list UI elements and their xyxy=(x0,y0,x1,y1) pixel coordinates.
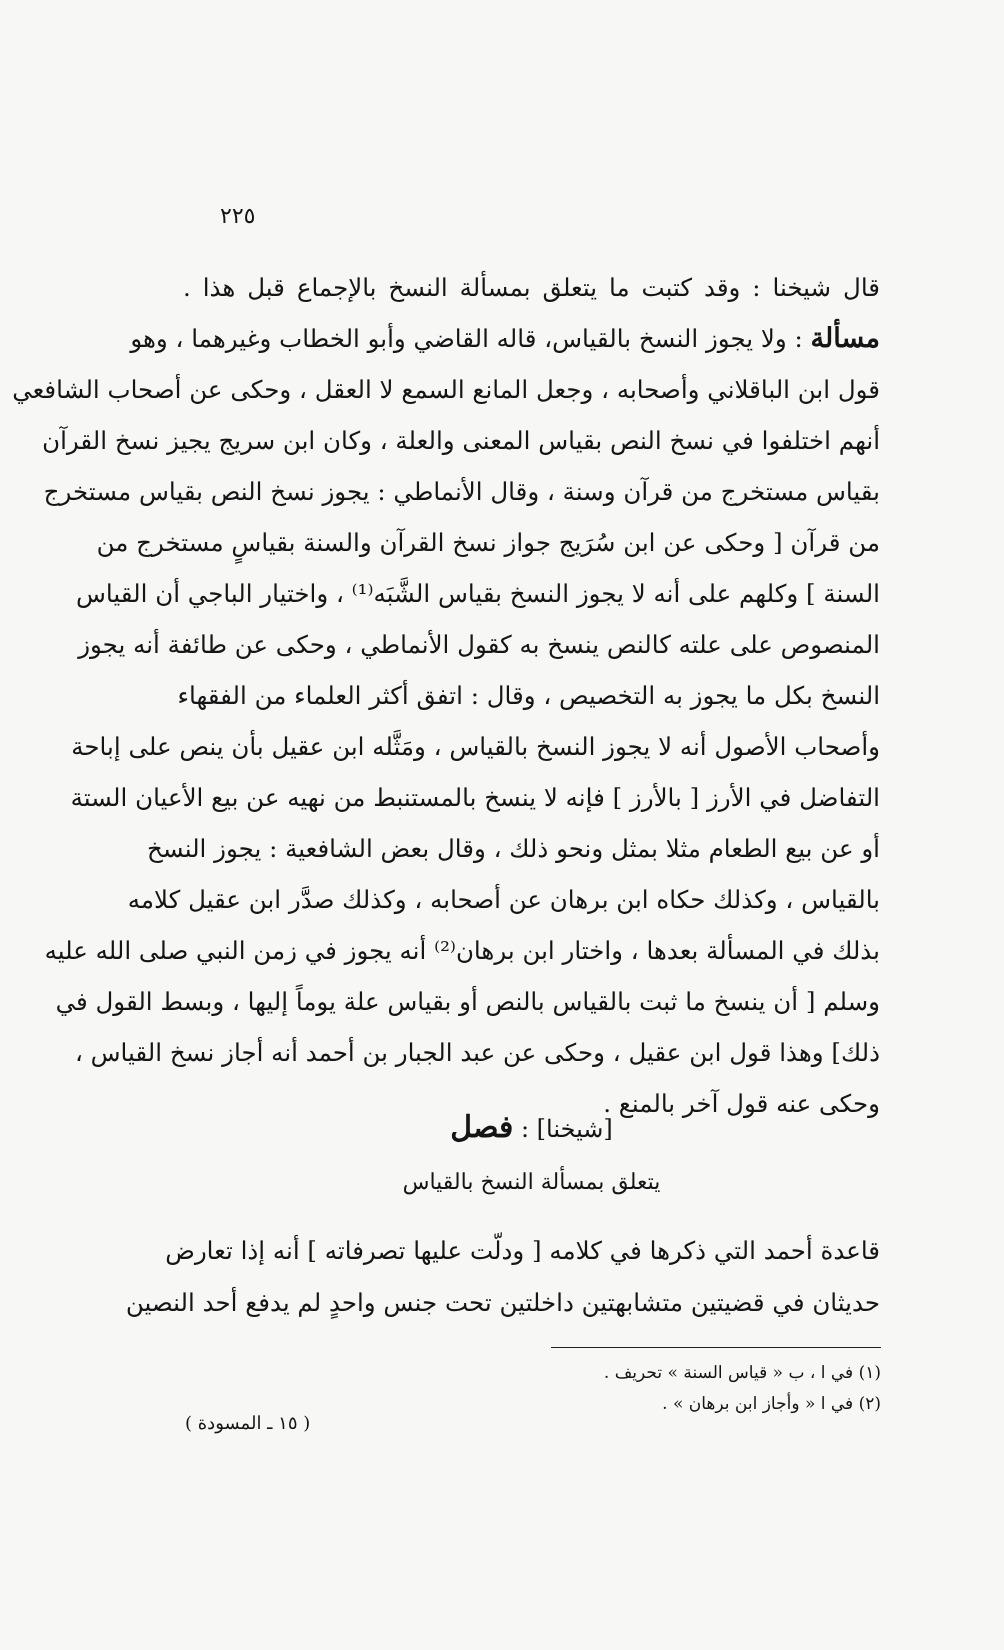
text-line: ذلك] وهذا قول ابن عقيل ، وحكى عن عبد الجبار بن أحمد أنه أجاز نسخ القياس ، xyxy=(74,1038,880,1067)
text-line: قول ابن الباقلاني وأصحابه ، وجعل المانع السمع لا العقل ، وحكى عن أصحاب الشافعي xyxy=(12,375,880,404)
text-line: قاعدة أحمد التي ذكرها في كلامه [ ودلّت عليها تصرفاته ] أنه إذا تعارض xyxy=(165,1236,880,1265)
signature-mark: ( ١٥ ـ المسودة ) xyxy=(185,1413,311,1434)
fasl-word: فصل xyxy=(450,1110,514,1145)
section-prefix: [شيخنا] : xyxy=(520,1115,613,1143)
text-line: حديثان في قضيتين متشابهتين داخلتين تحت جنس واحدٍ لم يدفع أحد النصين xyxy=(125,1288,880,1317)
text-line: من قرآن [ وحكى عن ابن سُرَيج جواز نسخ القرآن والسنة بقياسٍ مستخرج من xyxy=(96,528,880,557)
text-line: قال شيخنا : وقد كتبت ما يتعلق بمسألة النسخ بالإجماع قبل هذا . xyxy=(183,273,880,302)
text-line: بذلك في المسألة بعدها ، واختار ابن برهان⁽²⁾ أنه يجوز في زمن النبي صلى الله عليه xyxy=(44,936,880,965)
text-line: التفاضل في الأرز [ بالأرز ] فإنه لا ينسخ بالمستنبط من نهيه عن بيع الأعيان الستة xyxy=(70,783,880,812)
text-line: : ولا يجوز النسخ بالقياس، قاله القاضي وأبو الخطاب وغيرهما ، وهو xyxy=(130,324,811,353)
text-line: وسلم [ أن ينسخ ما ثبت بالقياس بالنص أو بقياس علة يوماً إليها ، وبسط القول في xyxy=(55,987,880,1016)
section-heading xyxy=(183,1110,880,1145)
footnotes xyxy=(551,1358,881,1420)
text-line-masala xyxy=(130,313,880,364)
text-line: وأصحاب الأصول أنه لا يجوز النسخ بالقياس ، ومَثَّله ابن عقيل بأن ينص على إباحة xyxy=(71,732,880,761)
text-line: السنة ] وكلهم على أنه لا يجوز النسخ بقياس الشَّبَه⁽¹⁾ ، واختيار الباجي أن القياس xyxy=(76,579,880,608)
main-paragraph xyxy=(12,262,880,1129)
text-line: أو عن بيع الطعام مثلا بمثل ونحو ذلك ، وقال بعض الشافعية : يجوز النسخ xyxy=(147,834,880,863)
text-line: النسخ بكل ما يجوز به التخصيص ، وقال : اتفق أكثر العلماء من الفقهاء xyxy=(177,681,880,710)
text-line: بالقياس ، وكذلك حكاه ابن برهان عن أصحابه ، وكذلك صدَّر ابن عقيل كلامه xyxy=(127,885,880,914)
text-line: بقياس مستخرج من قرآن وسنة ، وقال الأنماطي : يجوز نسخ النص بقياس مستخرج xyxy=(43,477,880,506)
text-line: المنصوص على علته كالنص ينسخ به كقول الأنماطي ، وحكى عن طائفة أنه يجوز xyxy=(78,630,880,659)
section-subheading: يتعلق بمسألة النسخ بالقياس xyxy=(402,1170,661,1195)
text-line: وحكى عنه قول آخر بالمنع . xyxy=(603,1089,880,1118)
footnote-divider xyxy=(551,1347,881,1348)
second-paragraph xyxy=(125,1225,880,1329)
page-number: ٢٢٥ xyxy=(220,204,256,229)
footnote: (١) في ا ، ب « قياس السنة » تحريف . xyxy=(603,1363,881,1383)
text-line: أنهم اختلفوا في نسخ النص بقياس المعنى والعلة ، وكان ابن سريج يجيز نسخ القرآن xyxy=(42,426,880,455)
masala-heading: مسألة xyxy=(810,323,880,354)
footnote: (٢) في ا « وأجاز ابن برهان » . xyxy=(662,1394,881,1414)
